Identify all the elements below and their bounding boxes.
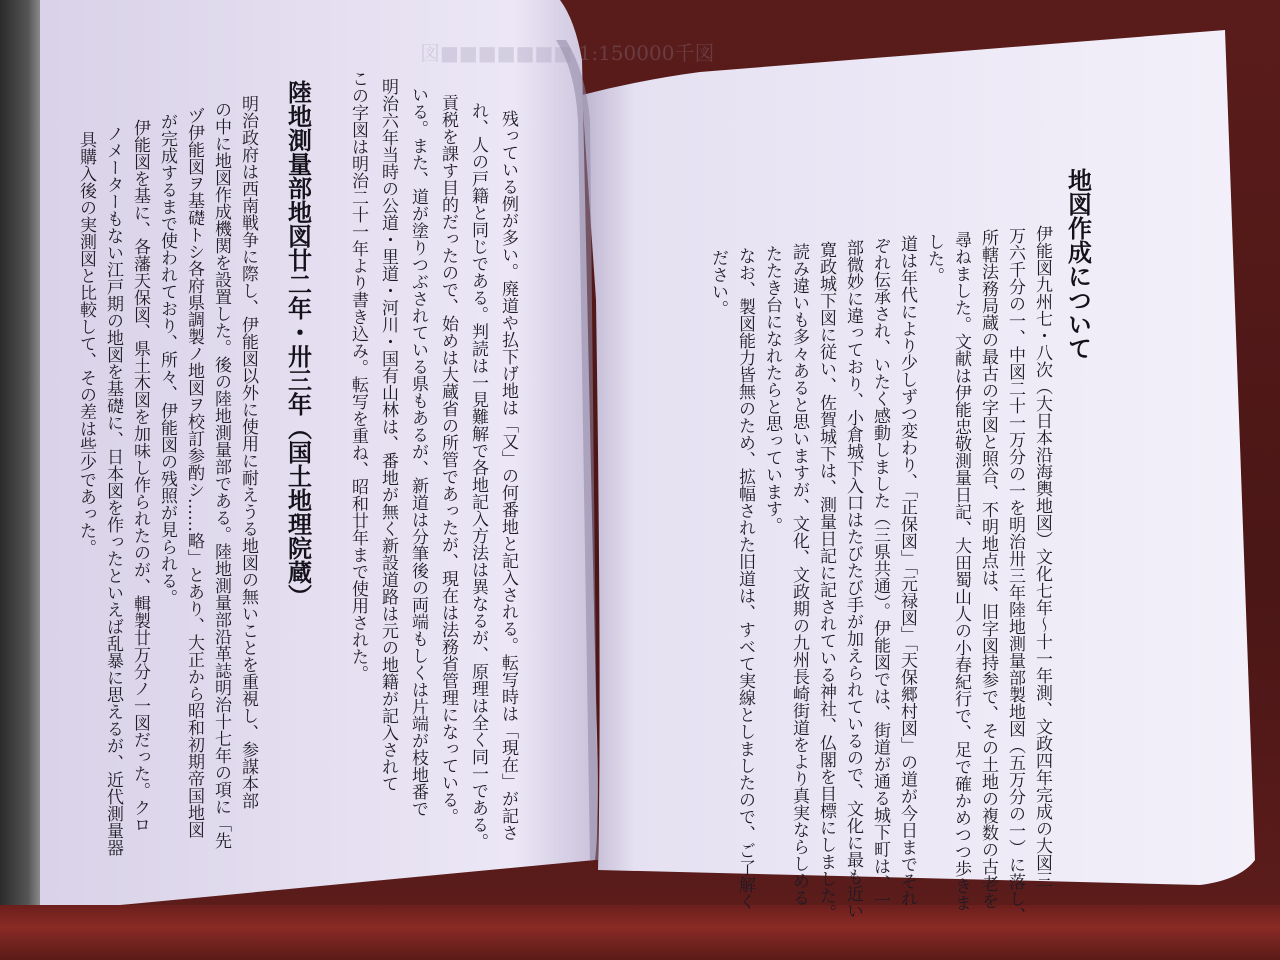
right-column-0: 伊能図九州七・八次（大日本沿海輿地図）文化七年～十一年測、文政四年完成の大図三 xyxy=(1032,225,1052,888)
right-column-2: 所轄法務局蔵の最古の字図と照合、不明地点は、旧字図持参で、その土地の複数の古老を xyxy=(978,229,998,909)
left-upper-column-3: いる。また、道が塗りつぶされている県もあるが、新道は分筆後の両端もしくは片端が枝地番で xyxy=(408,86,428,817)
right-column-12: ださい。 xyxy=(708,249,728,317)
right-column-8: 寛政城下図に従い、佐賀城下は、測量日記に記されている神社、仏閣を目標にしました。 xyxy=(816,241,836,921)
right-column-10: たたき台になれたらと思っています。 xyxy=(762,245,782,534)
left-column-6: 具購入後の実測図と比較して、その差は些少であった。 xyxy=(76,131,96,556)
right-column-1: 万六千分の一、中図二十一万分の一を明治卅三年陸地測量部製地図（五万分の一）に落し、 xyxy=(1005,227,1025,924)
left-upper-column-4: 明治六年当時の公道・里道・河川・国有山林は、番地が無く新設道路は元の地籍が記入されて xyxy=(378,78,398,792)
left-column-3: が完成するまで使われており、所々、伊能図の残照が見られる。 xyxy=(157,113,177,606)
left-column-1: の中に地図作成機関を設置した。後の陸地測量部である。陸地測量部沿革誌明治十七年の項に「先 xyxy=(211,101,231,849)
left-column-0: 明治政府は西南戦争に際し、伊能図以外に使用に耐えうる地図の無いことを重視し、参謀本部 xyxy=(238,95,258,809)
right-column-7: 部微妙に違っており、小倉城下入口はたびたび手が加えられているので、文化に最も近い xyxy=(843,239,863,919)
left-upper-column-0: 残っている例が多い。廃道や払下げ地は「又」の何番地と記入される。転写時は「現在」が記さ xyxy=(498,110,518,841)
left-column-5: ノメーターもない江戸期の地図を基礎に、日本図を作ったといえば乱暴に思えるが、近代測量器 xyxy=(103,125,123,856)
right-column-4: した。 xyxy=(924,233,944,284)
right-column-9: 読み違いも多々あると思いますが、文化、文政期の九州長崎街道をより真実ならしめる xyxy=(789,243,809,906)
right-column-6: ぞれ伝承され、いたく感動しました（三県共通）。伊能図では、街道が通る城下町は、一 xyxy=(870,237,890,909)
left-upper-column-5: この字図は明治二十一年より書き込み。転写を重ね、昭和廿年まで使用された。 xyxy=(348,70,368,682)
right-page-heading: 地図作成について xyxy=(1063,168,1093,360)
right-page xyxy=(582,30,1255,885)
show-through-text: 図■■■■■■■ 1:150000千図 xyxy=(420,41,715,65)
right-column-5: 道は年代により少しずつ変わり、「正保図」「元禄図」「天保郷村図」の道が今日までそれ xyxy=(897,235,917,907)
left-page-heading: 陸地測量部地図廿二年・卅三年（国土地理院蔵） xyxy=(283,80,313,608)
right-column-3: 尋ねました。文献は伊能忠敬測量日記、大田蜀山人の小春紀行で、足で確かめつつ歩きま xyxy=(951,231,971,911)
left-upper-column-1: れ、人の戸籍と同じである。判読は一見難解で各地記入方法は異なるが、原理は全く同一である。 xyxy=(468,102,488,850)
left-upper-column-2: 貢税を課す目的だったので、始めは大蔵省の所管であったが、現在は法務省管理になっている。 xyxy=(438,94,458,825)
left-column-4: 伊能図を基に、各藩天保図、県土木図を加味し作られたのが、輯製廿万分ノ一図だった。クロ xyxy=(130,119,150,833)
left-column-2: ヅ伊能図ヲ基礎トシ各府県調製ノ地図ヲ校訂参酌シ……略」とあり、大正から昭和初期帝国地図 xyxy=(184,107,204,838)
right-column-11: なお、製図能力皆無のため、拡幅された旧道は、すべて実線としましたので、ご了解く xyxy=(735,247,755,910)
